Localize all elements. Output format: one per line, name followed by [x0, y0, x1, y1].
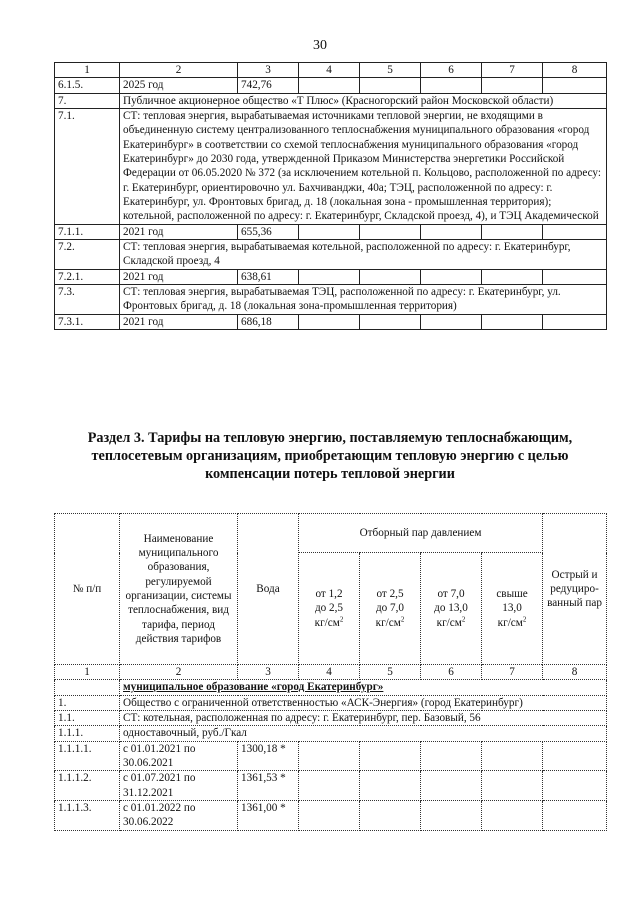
column-number: 4: [299, 63, 360, 78]
row-number: 1.1.1.1.: [55, 741, 120, 771]
column-number: 2: [120, 665, 238, 680]
column-number: 7: [482, 665, 543, 680]
row-label: 2025 год: [120, 78, 238, 93]
header-number: № п/п: [55, 514, 120, 665]
row-value: 742,76: [238, 78, 299, 93]
row-value: 686,18: [238, 314, 299, 329]
row-number: 7.2.: [55, 239, 120, 269]
column-number: 4: [299, 665, 360, 680]
header-live-steam: Острый и редуциро-ванный пар: [543, 514, 607, 665]
table-row: [55, 269, 607, 284]
column-number: 5: [360, 63, 421, 78]
row-value: 1361,53 *: [238, 771, 299, 801]
municipality-name: муниципальное образование «город Екатеринбург»: [120, 680, 607, 695]
row-number: 7.3.: [55, 284, 120, 314]
row-number: 7.1.: [55, 108, 120, 224]
row-description: СТ: тепловая энергия, вырабатываемая ТЭЦ, расположенной по адресу: г. Екатеринбург, ул. Фронтовых бригад, д. 18 (локальная зона-промышленная территория): [120, 284, 607, 314]
row-number: 7.3.1.: [55, 314, 120, 329]
column-number: 1: [55, 665, 120, 680]
table-row: [55, 284, 607, 314]
row-label: 2021 год: [120, 314, 238, 329]
column-number: 6: [421, 665, 482, 680]
row-value: 655,36: [238, 224, 299, 239]
header-name: Наименование муниципального образования, регулируемой организации, системы теплоснабжения, вид тарифа, период действия тарифов: [120, 514, 238, 665]
row-value: 1361,00 *: [238, 800, 299, 830]
table-row: [55, 800, 607, 830]
header-steam-group: Отборный пар давлением: [299, 514, 543, 553]
row-number: 7.2.1.: [55, 269, 120, 284]
row-number: 7.1.1.: [55, 224, 120, 239]
row-number: 1.1.1.2.: [55, 771, 120, 801]
table-row: [55, 93, 607, 108]
column-number-row: [55, 63, 607, 78]
column-number: 2: [120, 63, 238, 78]
column-number: 5: [360, 665, 421, 680]
row-label: с 01.01.2021 по 30.06.2021: [120, 741, 238, 771]
table-row: [55, 726, 607, 741]
table-row: [55, 78, 607, 93]
row-value: 1300,18 *: [238, 741, 299, 771]
table-row: [55, 771, 607, 801]
table-row: [55, 314, 607, 329]
table-row: [55, 108, 607, 224]
row-label: 2021 год: [120, 224, 238, 239]
header-steam-3: от 7,0 до 13,0 $кг/см^2$: [421, 553, 482, 665]
row-number: 1.: [55, 695, 120, 710]
column-number: 8: [543, 63, 607, 78]
column-number: 3: [238, 665, 299, 680]
header-steam-2: от 2,5 до 7,0 $кг/см^2$: [360, 553, 421, 665]
page-number: 30: [313, 38, 327, 53]
header-water: Вода: [238, 514, 299, 665]
row-value: 638,61: [238, 269, 299, 284]
row-number: 6.1.5.: [55, 78, 120, 93]
row-description: СТ: тепловая энергия, вырабатываемая котельной, расположенной по адресу: г. Екатеринбург, Складской проезд, 4: [120, 239, 607, 269]
table-row: [55, 741, 607, 771]
tariff-table-continued: [54, 62, 607, 330]
column-number: 6: [421, 63, 482, 78]
row-description: СТ: тепловая энергия, вырабатываемая источниками тепловой энергии, не входящими в объединенную систему централизованного теплоснабжения муниципального образования «город Екатеринбург» в соответствии со схемой теплоснабжения муниципального образования «город Екатеринбург» до 2030 года, утвержденной Приказом Министерства энергетики Российской Федерации от 06.05.2020 № 372 (за исключением котельной п. Кольцово, расположенной по адресу: г. Екатеринбург, ориентировочно ул. Бахчиванджи, 40а; ТЭЦ, расположенной по адресу: г. Екатеринбург, ул. Фронтовых бригад, д. 18 (локальная зона - промышленная территория); котельной, расположенной по адресу: г. Екатеринбург, Складской проезд, 4), и ТЭЦ Академической: [120, 108, 607, 224]
header-steam-4: свыше 13,0 $кг/см^2$: [482, 553, 543, 665]
column-number: 7: [482, 63, 543, 78]
table-row: [55, 680, 607, 695]
header-row: [55, 514, 607, 553]
table-row: [55, 224, 607, 239]
column-number: 1: [55, 63, 120, 78]
row-description: одноставочный, руб./Гкал: [120, 726, 607, 741]
header-steam-1: от 1,2 до 2,5 $кг/см^2$: [299, 553, 360, 665]
row-label: с 01.01.2022 по 30.06.2022: [120, 800, 238, 830]
row-label: с 01.07.2021 по 31.12.2021: [120, 771, 238, 801]
row-number: 1.1.: [55, 710, 120, 725]
section-title: Раздел 3. Тарифы на тепловую энергию, поставляемую теплоснабжающим, теплосетевым организациям, приобретающим тепловую энергию с целью компенсации потерь тепловой энергии: [87, 430, 573, 483]
column-number-row: [55, 665, 607, 680]
column-number: 8: [543, 665, 607, 680]
row-description: Общество с ограниченной ответственностью «АСК-Энергия» (город Екатеринбург): [120, 695, 607, 710]
row-number: 1.1.1.: [55, 726, 120, 741]
row-label: 2021 год: [120, 269, 238, 284]
table-row: [55, 710, 607, 725]
table-row: [55, 695, 607, 710]
tariff-table-section3: [54, 513, 607, 831]
row-description: СТ: котельная, расположенная по адресу: г. Екатеринбург, пер. Базовый, 56: [120, 710, 607, 725]
row-description: Публичное акционерное общество «Т Плюс» (Красногорский район Московской области): [120, 93, 607, 108]
table-row: [55, 239, 607, 269]
column-number: 3: [238, 63, 299, 78]
row-number: 1.1.1.3.: [55, 800, 120, 830]
row-number: 7.: [55, 93, 120, 108]
